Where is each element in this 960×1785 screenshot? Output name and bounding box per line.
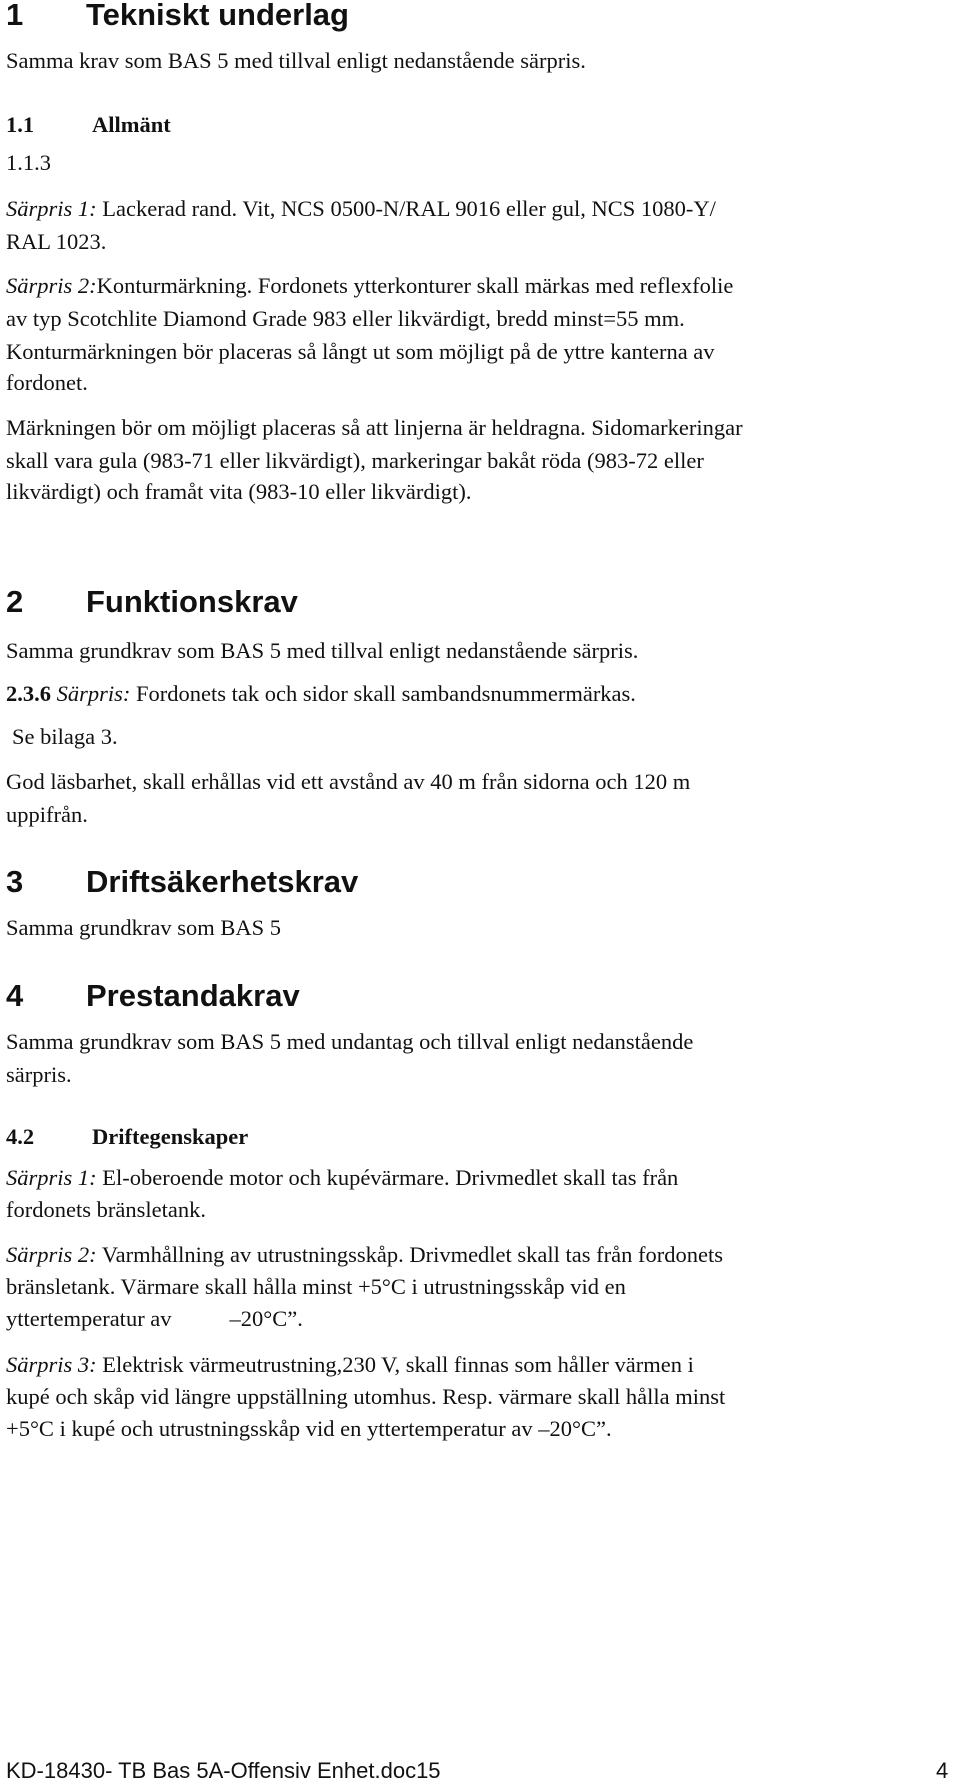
readability-line-1: God läsbarhet, skall erhållas vid ett avstånd av 40 m från sidorna och 120 m (6, 769, 691, 794)
sarpris-4-1-line-1 (6, 1161, 678, 1195)
sarpris-label: Särpris 2: (6, 273, 97, 298)
sarpris-label: Särpris 1: (6, 1165, 97, 1190)
item-number: 2.3.6 (6, 681, 51, 706)
sarpris-2-line-1 (6, 269, 733, 303)
sarpris-4-3-line-3: +5°C i kupé och utrustningsskåp vid en yttertemperatur av –20°C”. (6, 1416, 612, 1441)
sarpris-1-line-2: RAL 1023. (6, 229, 107, 254)
sarpris-label: Särpris 3: (6, 1352, 97, 1377)
footer-document-name: KD-18430- TB Bas 5A-Offensiv Enhet.doc15 (6, 1758, 441, 1783)
heading-number: 1 (6, 0, 24, 32)
sarpris-4-1-line-2: fordonets bränsletank. (6, 1197, 206, 1222)
paragraph-text: Varmhållning av utrustningsskåp. Drivmedlet skall tas från fordonets (96, 1242, 723, 1267)
heading-title: Funktionskrav (86, 584, 298, 619)
sarpris-label: Särpris 2: (6, 1242, 97, 1267)
section-4-intro-line-2: särpris. (6, 1062, 72, 1087)
sarpris-2-line-2: av typ Scotchlite Diamond Grade 983 eller likvärdigt, bredd minst=55 mm. (6, 306, 685, 331)
section-2-intro: Samma grundkrav som BAS 5 med tillval enligt nedanstående särpris. (6, 638, 639, 663)
heading-title: Driftsäkerhetskrav (86, 864, 359, 899)
sarpris-label: Särpris: (56, 681, 131, 706)
paragraph-text: Lackerad rand. Vit, NCS 0500-N/RAL 9016 eller gul, NCS 1080-Y/ (96, 196, 716, 221)
subsection-title: Allmänt (92, 112, 171, 137)
heading-number: 3 (6, 864, 24, 899)
subsection-heading-4-2 (6, 1120, 248, 1154)
sarpris-1-line-1 (6, 192, 716, 226)
sarpris-label: Särpris 1: (6, 196, 97, 221)
subsection-number-1-1-3: 1.1.3 (6, 150, 51, 175)
marking-paragraph-line-3: likvärdigt) och framåt vita (983-10 eller likvärdigt). (6, 479, 472, 504)
section-heading-4 (6, 978, 300, 1014)
heading-title: Prestandakrav (86, 978, 300, 1013)
section-4-intro-line-1: Samma grundkrav som BAS 5 med undantag och tillval enligt nedanstående (6, 1029, 694, 1054)
sarpris-4-2-line-1 (6, 1238, 723, 1272)
sarpris-4-3-line-2: kupé och skåp vid längre uppställning utomhus. Resp. värmare skall hålla minst (6, 1384, 726, 1409)
sarpris-4-3-line-1 (6, 1348, 694, 1382)
section-1-intro: Samma krav som BAS 5 med tillval enligt nedanstående särpris. (6, 48, 586, 73)
temperature-value: –20°C”. (229, 1306, 303, 1331)
see-appendix: Se bilaga 3. (12, 724, 118, 749)
subsection-title: Driftegenskaper (92, 1124, 249, 1149)
paragraph-text: Elektrisk värmeutrustning,230 V, skall finnas som håller värmen i (96, 1352, 694, 1377)
item-2-3-6 (6, 677, 636, 711)
sarpris-2-line-4: fordonet. (6, 370, 88, 395)
sarpris-2-line-3: Konturmärkningen bör placeras så långt ut som möjligt på de yttre kanterna av (6, 339, 715, 364)
readability-line-2: uppifrån. (6, 802, 88, 827)
subsection-number: 1.1 (6, 112, 35, 137)
section-heading-2 (6, 584, 298, 620)
paragraph-text: Konturmärkning. Fordonets ytterkonturer skall märkas med reflexfolie (96, 273, 734, 298)
marking-paragraph-line-1: Märkningen bör om möjligt placeras så att linjerna är heldragna. Sidomarkeringar (6, 415, 743, 440)
subsection-number: 4.2 (6, 1124, 35, 1149)
paragraph-text: yttertemperatur av (6, 1306, 172, 1331)
heading-number: 2 (6, 584, 24, 619)
section-heading-1 (6, 0, 349, 33)
footer-page-number: 4 (936, 1758, 949, 1783)
sarpris-4-2-line-3 (6, 1302, 303, 1336)
section-3-intro: Samma grundkrav som BAS 5 (6, 915, 281, 940)
paragraph-text: El-oberoende motor och kupévärmare. Drivmedlet skall tas från (96, 1165, 679, 1190)
marking-paragraph-line-2: skall vara gula (983-71 eller likvärdigt), markeringar bakåt röda (983-72 eller (6, 448, 704, 473)
subsection-heading-1-1 (6, 108, 171, 142)
paragraph-text: Fordonets tak och sidor skall sambandsnummermärkas. (130, 681, 636, 706)
heading-title: Tekniskt underlag (86, 0, 349, 32)
heading-number: 4 (6, 978, 24, 1013)
sarpris-4-2-line-2: bränsletank. Värmare skall hålla minst +5°C i utrustningsskåp vid en (6, 1274, 626, 1299)
section-heading-3 (6, 864, 358, 900)
